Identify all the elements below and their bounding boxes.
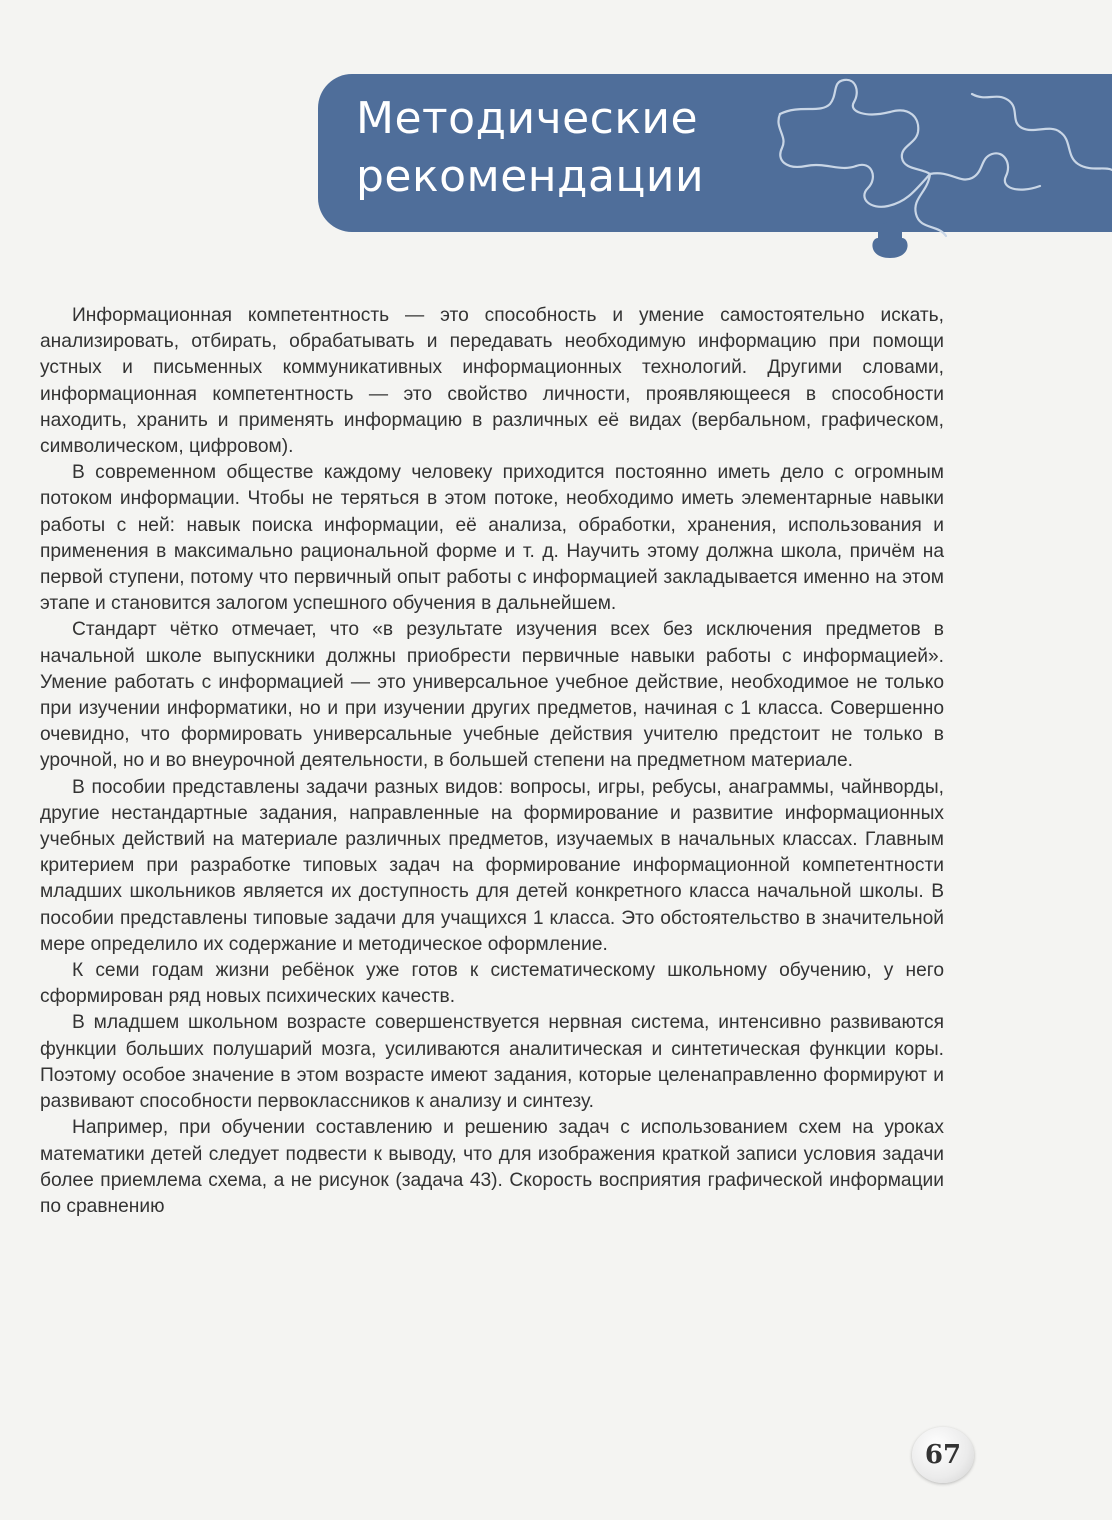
puzzle-outline-icon	[760, 74, 1112, 259]
page-title-line-1: Методические	[356, 93, 699, 144]
page-title-line-2: рекомендации	[356, 151, 705, 202]
paragraph: В современном обществе каждому человеку приходится постоянно иметь дело с огромным потоком информации. Чтобы не теряться в этом потоке, необходимо иметь элементарные навыки работы с ней: навык поиска информации, её анализа, обработки, хранения, использования и применения в максимально рациональной форме и т. д. Научить этому должна школа, причём на первой ступени, потому что первичный опыт работы с информацией закладывается именно на этом этапе и становится залогом успешного обучения в дальнейшем.	[40, 462, 944, 615]
page-number: 67	[912, 1427, 974, 1483]
page-title	[356, 90, 704, 206]
paragraph: К семи годам жизни ребёнок уже готов к систематическому школьному обучению, у него сформирован ряд новых психических качеств.	[40, 960, 944, 1008]
body-text	[40, 303, 944, 1220]
paragraph: В пособии представлены задачи разных видов: вопросы, игры, ребусы, анаграммы, чайнворды, другие нестандартные задания, направленные на формирование и развитие информационных учебных действий на материале различных предметов, изучаемых в начальных классах. Главным критерием при разработке типовых задач на формирование информационной компетентности младших школьников является их доступность для детей конкретного класса начальной школы. В пособии представлены типовые задачи для учащихся 1 класса. Это обстоятельство в значительной мере определило их содержание и методическое оформление.	[40, 776, 944, 955]
paragraph: Стандарт чётко отмечает, что «в результате изучения всех без исключения предметов в начальной школе выпускники должны приобрести первичные навыки работы с информацией». Умение работать с информацией — это универсальное учебное действие, необходимое не только при изучении информатики, но и при изучении других предметов, начиная с 1 класса. Совершенно очевидно, что формировать универсальные учебные действия учителю предстоит не только в урочной, но и во внеурочной деятельности, в большей степени на предметном материале.	[40, 619, 944, 772]
paragraph: Информационная компетентность — это способность и умение самостоятельно искать, анализировать, отбирать, обрабатывать и передавать необходимую информацию при помощи устных и письменных коммуникативных информационных технологий. Другими словами, информационная компетентность — это свойство личности, проявляющееся в способности находить, хранить и применять информацию в различных её видах (вербальном, графическом, символическом, цифровом).	[40, 305, 944, 458]
paragraph: Например, при обучении составлению и решению задач с использованием схем на уроках математики детей следует подвести к выводу, что для изображения краткой записи условия задачи более приемлема схема, а не рисунок (задача 43). Скорость восприятия графической информации по сравнению	[40, 1117, 944, 1217]
paragraph: В младшем школьном возрасте совершенствуется нервная система, интенсивно развиваются функции больших полушарий мозга, усиливаются аналитическая и синтетическая функции коры. Поэтому особое значение в этом возрасте имеют задания, которые целенаправленно формируют и развивают способности первоклассников к анализу и синтезу.	[40, 1012, 944, 1113]
